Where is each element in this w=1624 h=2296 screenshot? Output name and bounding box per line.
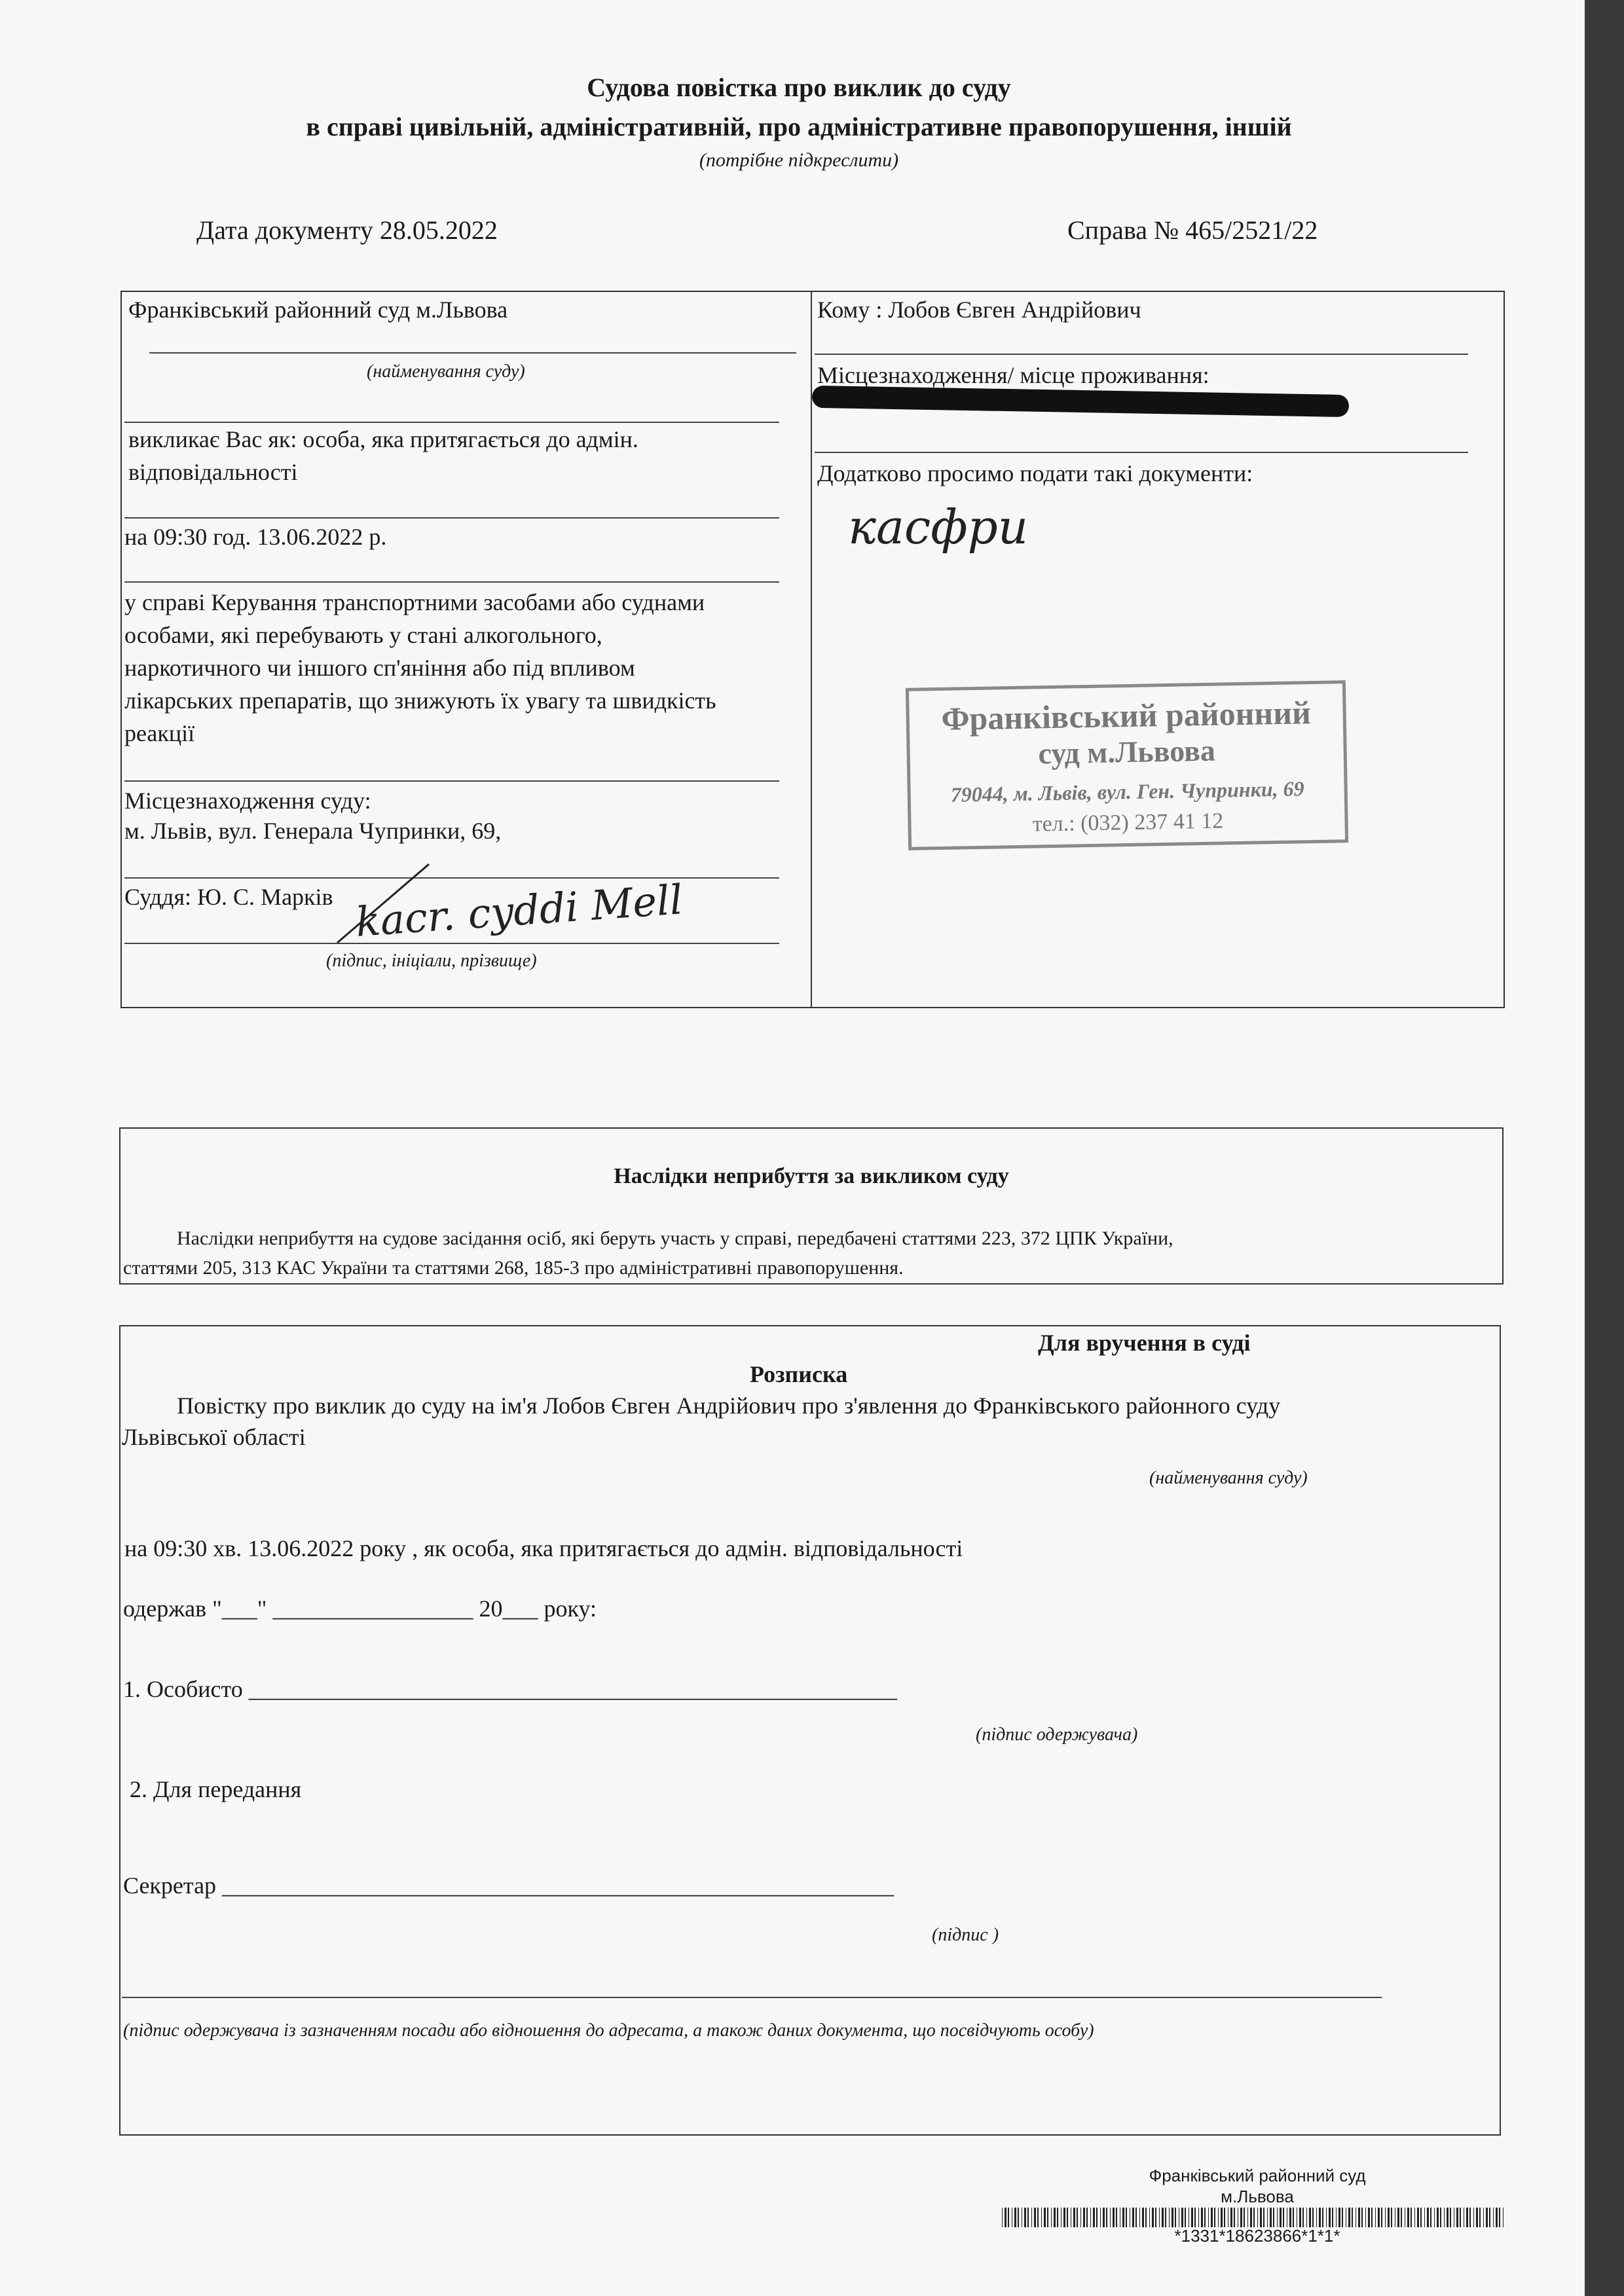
barcode-bar xyxy=(1080,2208,1081,2227)
barcode-bar xyxy=(1110,2208,1111,2227)
svg-text:касфри: касфри xyxy=(848,500,1029,555)
stamp-line-1: Франківський районний xyxy=(941,694,1312,737)
barcode-bar xyxy=(1460,2208,1461,2227)
barcode-bar xyxy=(1411,2208,1412,2227)
case-description-line-3: наркотичного чи іншого сп'яніння або під впливом xyxy=(124,655,635,681)
barcode-bar xyxy=(1077,2208,1078,2227)
barcode-bar xyxy=(1103,2208,1105,2227)
barcode-bar xyxy=(1263,2208,1264,2227)
barcode-bar xyxy=(1361,2208,1363,2227)
barcode-bar xyxy=(1489,2208,1490,2227)
barcode-bar xyxy=(1014,2208,1016,2227)
barcode-bar xyxy=(1067,2208,1068,2227)
barcode-bar xyxy=(1139,2208,1140,2227)
barcode-bar xyxy=(1473,2208,1474,2227)
court-name-caption: (найменування суду) xyxy=(367,361,525,382)
residence-label: Місцезнаходження/ місце проживання: xyxy=(817,362,1209,388)
barcode-bar xyxy=(1371,2208,1373,2227)
barcode-bar xyxy=(1185,2208,1186,2227)
barcode-bar xyxy=(1342,2208,1343,2227)
title-line-2: в справі цивільній, адміністративній, про адміністративне правопорушення, іншій xyxy=(306,112,1292,141)
barcode-bar xyxy=(1375,2208,1376,2227)
divider xyxy=(124,780,779,782)
barcode-bar xyxy=(1352,2208,1353,2227)
receipt-court-caption: (найменування суду) xyxy=(1149,1468,1308,1488)
barcode-bar xyxy=(1385,2208,1386,2227)
divider xyxy=(124,581,779,583)
barcode-bar xyxy=(1230,2208,1232,2227)
signature-line xyxy=(122,1997,1382,1998)
barcode-bar xyxy=(1338,2208,1340,2227)
secretary-line: Секретар _________________________________________________________ xyxy=(123,1872,895,1899)
barcode-bar xyxy=(1450,2208,1451,2227)
barcode-bar xyxy=(1424,2208,1425,2227)
barcode-bar xyxy=(1427,2208,1429,2227)
barcode-bar xyxy=(1302,2208,1304,2227)
scan-edge xyxy=(1585,0,1624,2296)
barcode-bar xyxy=(1247,2208,1248,2227)
barcode-bar xyxy=(1002,2208,1003,2227)
summons-role-line-1: викликає Вас як: особа, яка притягається до адмін. xyxy=(128,426,638,452)
barcode-bar xyxy=(1155,2208,1156,2227)
barcode-bar xyxy=(1051,2208,1052,2227)
barcode-bar xyxy=(1289,2208,1291,2227)
extra-documents-label: Додатково просимо подати такі документи: xyxy=(817,460,1253,486)
barcode-bar xyxy=(1175,2208,1176,2227)
barcode-bar xyxy=(1309,2208,1311,2227)
barcode-bar xyxy=(1132,2208,1134,2227)
recipient: Кому : Лобов Євген Андрійович xyxy=(817,297,1141,323)
barcode-bar xyxy=(1250,2208,1252,2227)
barcode-bar xyxy=(1437,2208,1439,2227)
barcode-bar xyxy=(1388,2208,1390,2227)
barcode-bar xyxy=(1054,2208,1056,2227)
barcode-bar xyxy=(1165,2208,1166,2227)
barcode-bar xyxy=(1381,2208,1382,2227)
divider xyxy=(124,517,779,519)
barcode-bar xyxy=(1420,2208,1422,2227)
barcode-bar xyxy=(1365,2208,1366,2227)
barcode-bar xyxy=(1493,2208,1494,2227)
barcode-bar xyxy=(1391,2208,1392,2227)
barcode xyxy=(1002,2208,1505,2227)
barcode-bar xyxy=(1312,2208,1314,2227)
court-name: Франківський районний суд м.Львова xyxy=(128,297,508,323)
barcode-bar xyxy=(1447,2208,1449,2227)
barcode-bar xyxy=(1358,2208,1360,2227)
barcode-bar xyxy=(1299,2208,1301,2227)
barcode-bar xyxy=(1191,2208,1193,2227)
receipt-time-line: на 09:30 хв. 13.06.2022 року , як особа, яка притягається до адмін. відповідальності xyxy=(124,1535,963,1561)
barcode-bar xyxy=(1319,2208,1321,2227)
for-transfer-line: 2. Для передання xyxy=(130,1776,302,1802)
stamp-line-3: 79044, м. Львів, вул. Ген. Чупринки, 69 xyxy=(950,776,1304,807)
case-number: Справа № 465/2521/22 xyxy=(1067,215,1318,245)
consequences-title: Наслідки неприбуття за викликом суду xyxy=(614,1164,1009,1188)
barcode-bar xyxy=(1047,2208,1048,2227)
case-description-line-4: лікарських препаратів, що знижують їх увагу та швидкість xyxy=(124,687,716,714)
footer-court-name: Франківський районний суд xyxy=(1149,2166,1366,2185)
barcode-bar xyxy=(1456,2208,1458,2227)
barcode-bar xyxy=(1260,2208,1262,2227)
court-location-label: Місцезнаходження суду: xyxy=(124,788,371,814)
receipt-line-2: Львівської області xyxy=(122,1424,306,1450)
barcode-bar xyxy=(1172,2208,1173,2227)
barcode-bar xyxy=(1083,2208,1085,2227)
barcode-bar xyxy=(1267,2208,1268,2227)
barcode-bar xyxy=(1283,2208,1284,2227)
barcode-bar xyxy=(1221,2208,1223,2227)
barcode-bar xyxy=(1434,2208,1435,2227)
barcode-bar xyxy=(1113,2208,1115,2227)
footer-city: м.Львова xyxy=(1221,2187,1294,2206)
barcode-bar xyxy=(1503,2208,1504,2227)
consequences-text-line-1: Наслідки неприбуття на судове засідання осіб, які беруть участь у справі, передбачені статтями 223, 372 ЦПК України, xyxy=(177,1228,1173,1249)
judge-name: Суддя: Ю. С. Марків xyxy=(124,884,333,910)
barcode-bar xyxy=(1397,2208,1399,2227)
barcode-bar xyxy=(1100,2208,1101,2227)
barcode-bar xyxy=(1306,2208,1307,2227)
barcode-bar xyxy=(1024,2208,1026,2227)
consequences-text-line-2: статтями 205, 313 КАС України та статтями 268, 185-3 про адміністративні правопорушення. xyxy=(123,1257,904,1279)
barcode-bar xyxy=(1270,2208,1272,2227)
barcode-bar xyxy=(1253,2208,1255,2227)
barcode-bar xyxy=(1293,2208,1294,2227)
barcode-bar xyxy=(1378,2208,1380,2227)
receipt-title: Розписка xyxy=(750,1361,848,1387)
barcode-bar xyxy=(1430,2208,1431,2227)
barcode-bar xyxy=(1031,2208,1032,2227)
barcode-bar xyxy=(1194,2208,1196,2227)
barcode-bar xyxy=(1332,2208,1333,2227)
barcode-bar xyxy=(1322,2208,1323,2227)
barcode-bar xyxy=(1090,2208,1091,2227)
barcode-bar xyxy=(1280,2208,1282,2227)
barcode-text: *1331*18623866*1*1* xyxy=(1174,2226,1340,2246)
barcode-bar xyxy=(1005,2208,1006,2227)
case-description-line-1: у справі Керування транспортними засобами або суднами xyxy=(124,589,705,615)
barcode-bar xyxy=(1244,2208,1245,2227)
barcode-bar xyxy=(1208,2208,1209,2227)
personally-caption: (підпис одержувача) xyxy=(976,1724,1138,1745)
barcode-bar xyxy=(1093,2208,1095,2227)
barcode-bar xyxy=(1218,2208,1219,2227)
barcode-bar xyxy=(1211,2208,1213,2227)
barcode-bar xyxy=(1126,2208,1127,2227)
case-description-line-2: особами, які перебувають у стані алкогольного, xyxy=(124,622,602,648)
barcode-bar xyxy=(1234,2208,1235,2227)
receipt-line-1: Повістку про виклик до суду на ім'я Лобов Євген Андрійович про з'явлення до Франківського районного суду xyxy=(177,1393,1281,1419)
barcode-bar xyxy=(1198,2208,1199,2227)
title-line-1: Судова повістка про виклик до суду xyxy=(587,73,1011,102)
barcode-bar xyxy=(1149,2208,1150,2227)
stamp-line-2: суд м.Львова xyxy=(1038,733,1216,771)
received-date-line: одержав "___" _________________ 20___ року: xyxy=(123,1595,597,1622)
judge-signature xyxy=(331,858,697,956)
barcode-bar xyxy=(1034,2208,1036,2227)
extra-documents-handwriting xyxy=(841,484,1116,583)
barcode-bar xyxy=(1224,2208,1225,2227)
case-description-line-5: реакції xyxy=(124,720,195,746)
summons-role-line-2: відповідальності xyxy=(128,459,298,485)
barcode-bar xyxy=(1181,2208,1183,2227)
title-note: (потрібне підкреслити) xyxy=(699,149,899,171)
barcode-bar xyxy=(1316,2208,1317,2227)
barcode-bar xyxy=(1417,2208,1419,2227)
barcode-bar xyxy=(1469,2208,1471,2227)
barcode-bar xyxy=(1483,2208,1484,2227)
court-name-underline xyxy=(149,352,796,354)
barcode-bar xyxy=(1063,2208,1065,2227)
barcode-bar xyxy=(1018,2208,1019,2227)
barcode-bar xyxy=(1348,2208,1350,2227)
barcode-bar xyxy=(1122,2208,1124,2227)
barcode-bar xyxy=(1401,2208,1402,2227)
barcode-bar xyxy=(1486,2208,1488,2227)
barcode-bar xyxy=(1135,2208,1137,2227)
judge-caption: (підпис, ініціали, прізвище) xyxy=(326,951,537,971)
stamp-line-4: тел.: (032) 237 41 12 xyxy=(1032,809,1224,837)
barcode-bar xyxy=(1145,2208,1147,2227)
barcode-bar xyxy=(1476,2208,1478,2227)
barcode-bar xyxy=(1214,2208,1215,2227)
residence-underline xyxy=(815,452,1468,453)
barcode-bar xyxy=(1073,2208,1075,2227)
barcode-bar xyxy=(1496,2208,1498,2227)
barcode-bar xyxy=(1106,2208,1107,2227)
court-location: м. Львів, вул. Генерала Чупринки, 69, xyxy=(124,818,502,844)
barcode-bar xyxy=(1204,2208,1206,2227)
barcode-bar xyxy=(1336,2208,1337,2227)
barcode-bar xyxy=(1037,2208,1039,2227)
barcode-bar xyxy=(1086,2208,1088,2227)
document-date: Дата документу 28.05.2022 xyxy=(196,215,498,245)
recipient-underline xyxy=(815,354,1468,355)
for-court-label: Для вручення в суді xyxy=(1038,1330,1251,1356)
receipt-box xyxy=(119,1325,1501,2136)
barcode-bar xyxy=(1277,2208,1278,2227)
barcode-bar xyxy=(1499,2208,1500,2227)
barcode-bar xyxy=(1008,2208,1009,2227)
court-stamp xyxy=(906,680,1348,850)
recipient-signature-caption: (підпис одержувача із зазначенням посади або відношення до адресата, а також даних документа, що посвідчують особу) xyxy=(123,2020,1094,2041)
barcode-bar xyxy=(1044,2208,1046,2227)
barcode-bar xyxy=(1096,2208,1098,2227)
barcode-bar xyxy=(1201,2208,1203,2227)
barcode-bar xyxy=(1273,2208,1274,2227)
barcode-bar xyxy=(1444,2208,1445,2227)
barcode-bar xyxy=(1326,2208,1327,2227)
barcode-bar xyxy=(1041,2208,1042,2227)
secretary-caption: (підпис ) xyxy=(932,1925,999,1945)
barcode-bar xyxy=(1152,2208,1154,2227)
barcode-bar xyxy=(1466,2208,1468,2227)
barcode-bar xyxy=(1159,2208,1160,2227)
judge-handwriting: kacr. cyddi Mell xyxy=(354,875,684,946)
barcode-bar xyxy=(1329,2208,1331,2227)
barcode-bar xyxy=(1440,2208,1441,2227)
barcode-bar xyxy=(1407,2208,1409,2227)
barcode-bar xyxy=(1479,2208,1481,2227)
appearance-time: на 09:30 год. 13.06.2022 р. xyxy=(124,524,387,550)
barcode-bar xyxy=(1169,2208,1170,2227)
barcode-bar xyxy=(1368,2208,1370,2227)
barcode-bar xyxy=(1240,2208,1242,2227)
barcode-bar xyxy=(1257,2208,1258,2227)
barcode-bar xyxy=(1162,2208,1164,2227)
barcode-bar xyxy=(1027,2208,1029,2227)
barcode-bar xyxy=(1116,2208,1117,2227)
barcode-bar xyxy=(1142,2208,1144,2227)
barcode-bar xyxy=(1057,2208,1058,2227)
barcode-bar xyxy=(1414,2208,1415,2227)
personally-line: 1. Особисто _______________________________________________________ xyxy=(123,1676,897,1702)
